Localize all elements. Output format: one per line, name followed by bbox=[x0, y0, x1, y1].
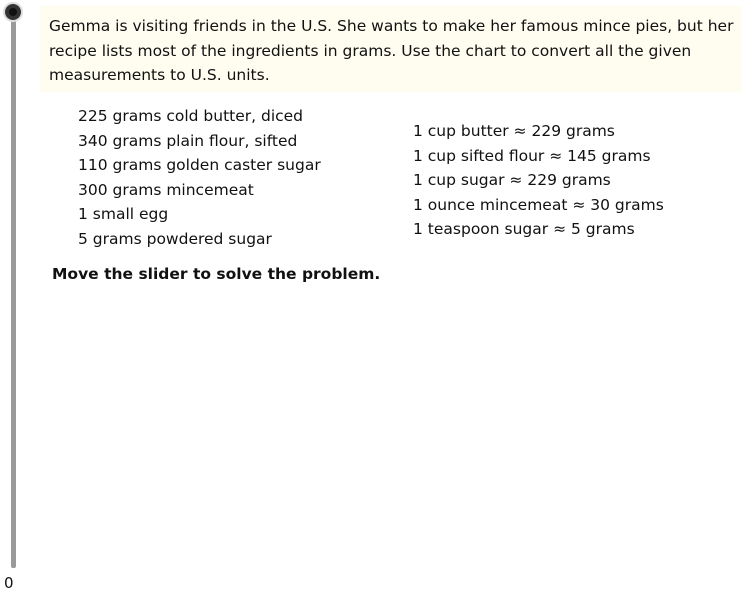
list-item: 1 ounce mincemeat ≈ 30 grams bbox=[413, 195, 664, 214]
vertical-slider-track[interactable] bbox=[11, 10, 16, 568]
list-item: 1 cup sugar ≈ 229 grams bbox=[413, 171, 611, 189]
list-item: 1 cup sifted flour ≈ 145 grams bbox=[413, 146, 651, 165]
list-item: 1 small egg bbox=[78, 205, 169, 224]
list-item: 110 grams golden caster sugar bbox=[78, 156, 321, 175]
list-item: 5 grams powdered sugar bbox=[78, 229, 272, 248]
slider-value-label: 0 bbox=[4, 574, 14, 592]
list-item: 1 teaspoon sugar ≈ 5 grams bbox=[413, 220, 635, 238]
ingredient-list bbox=[78, 104, 321, 252]
list-item: 340 grams plain flour, sifted bbox=[78, 131, 298, 150]
list-item: 300 grams mincemeat bbox=[78, 180, 254, 199]
problem-panel bbox=[40, 6, 742, 92]
list-item: 225 grams cold butter, diced bbox=[78, 107, 304, 125]
problem-text: Gemma is visiting friends in the U.S. She wants to make her famous mince pies, but her recipe lists most of the ingredients in grams. Use the chart to convert all the given measurements to U.S. units. bbox=[49, 17, 734, 84]
conversion-chart bbox=[413, 119, 664, 242]
instruction-text: Move the slider to solve the problem. bbox=[52, 265, 381, 283]
slider-handle[interactable] bbox=[5, 4, 21, 20]
list-item: 1 cup butter ≈ 229 grams bbox=[413, 122, 615, 140]
